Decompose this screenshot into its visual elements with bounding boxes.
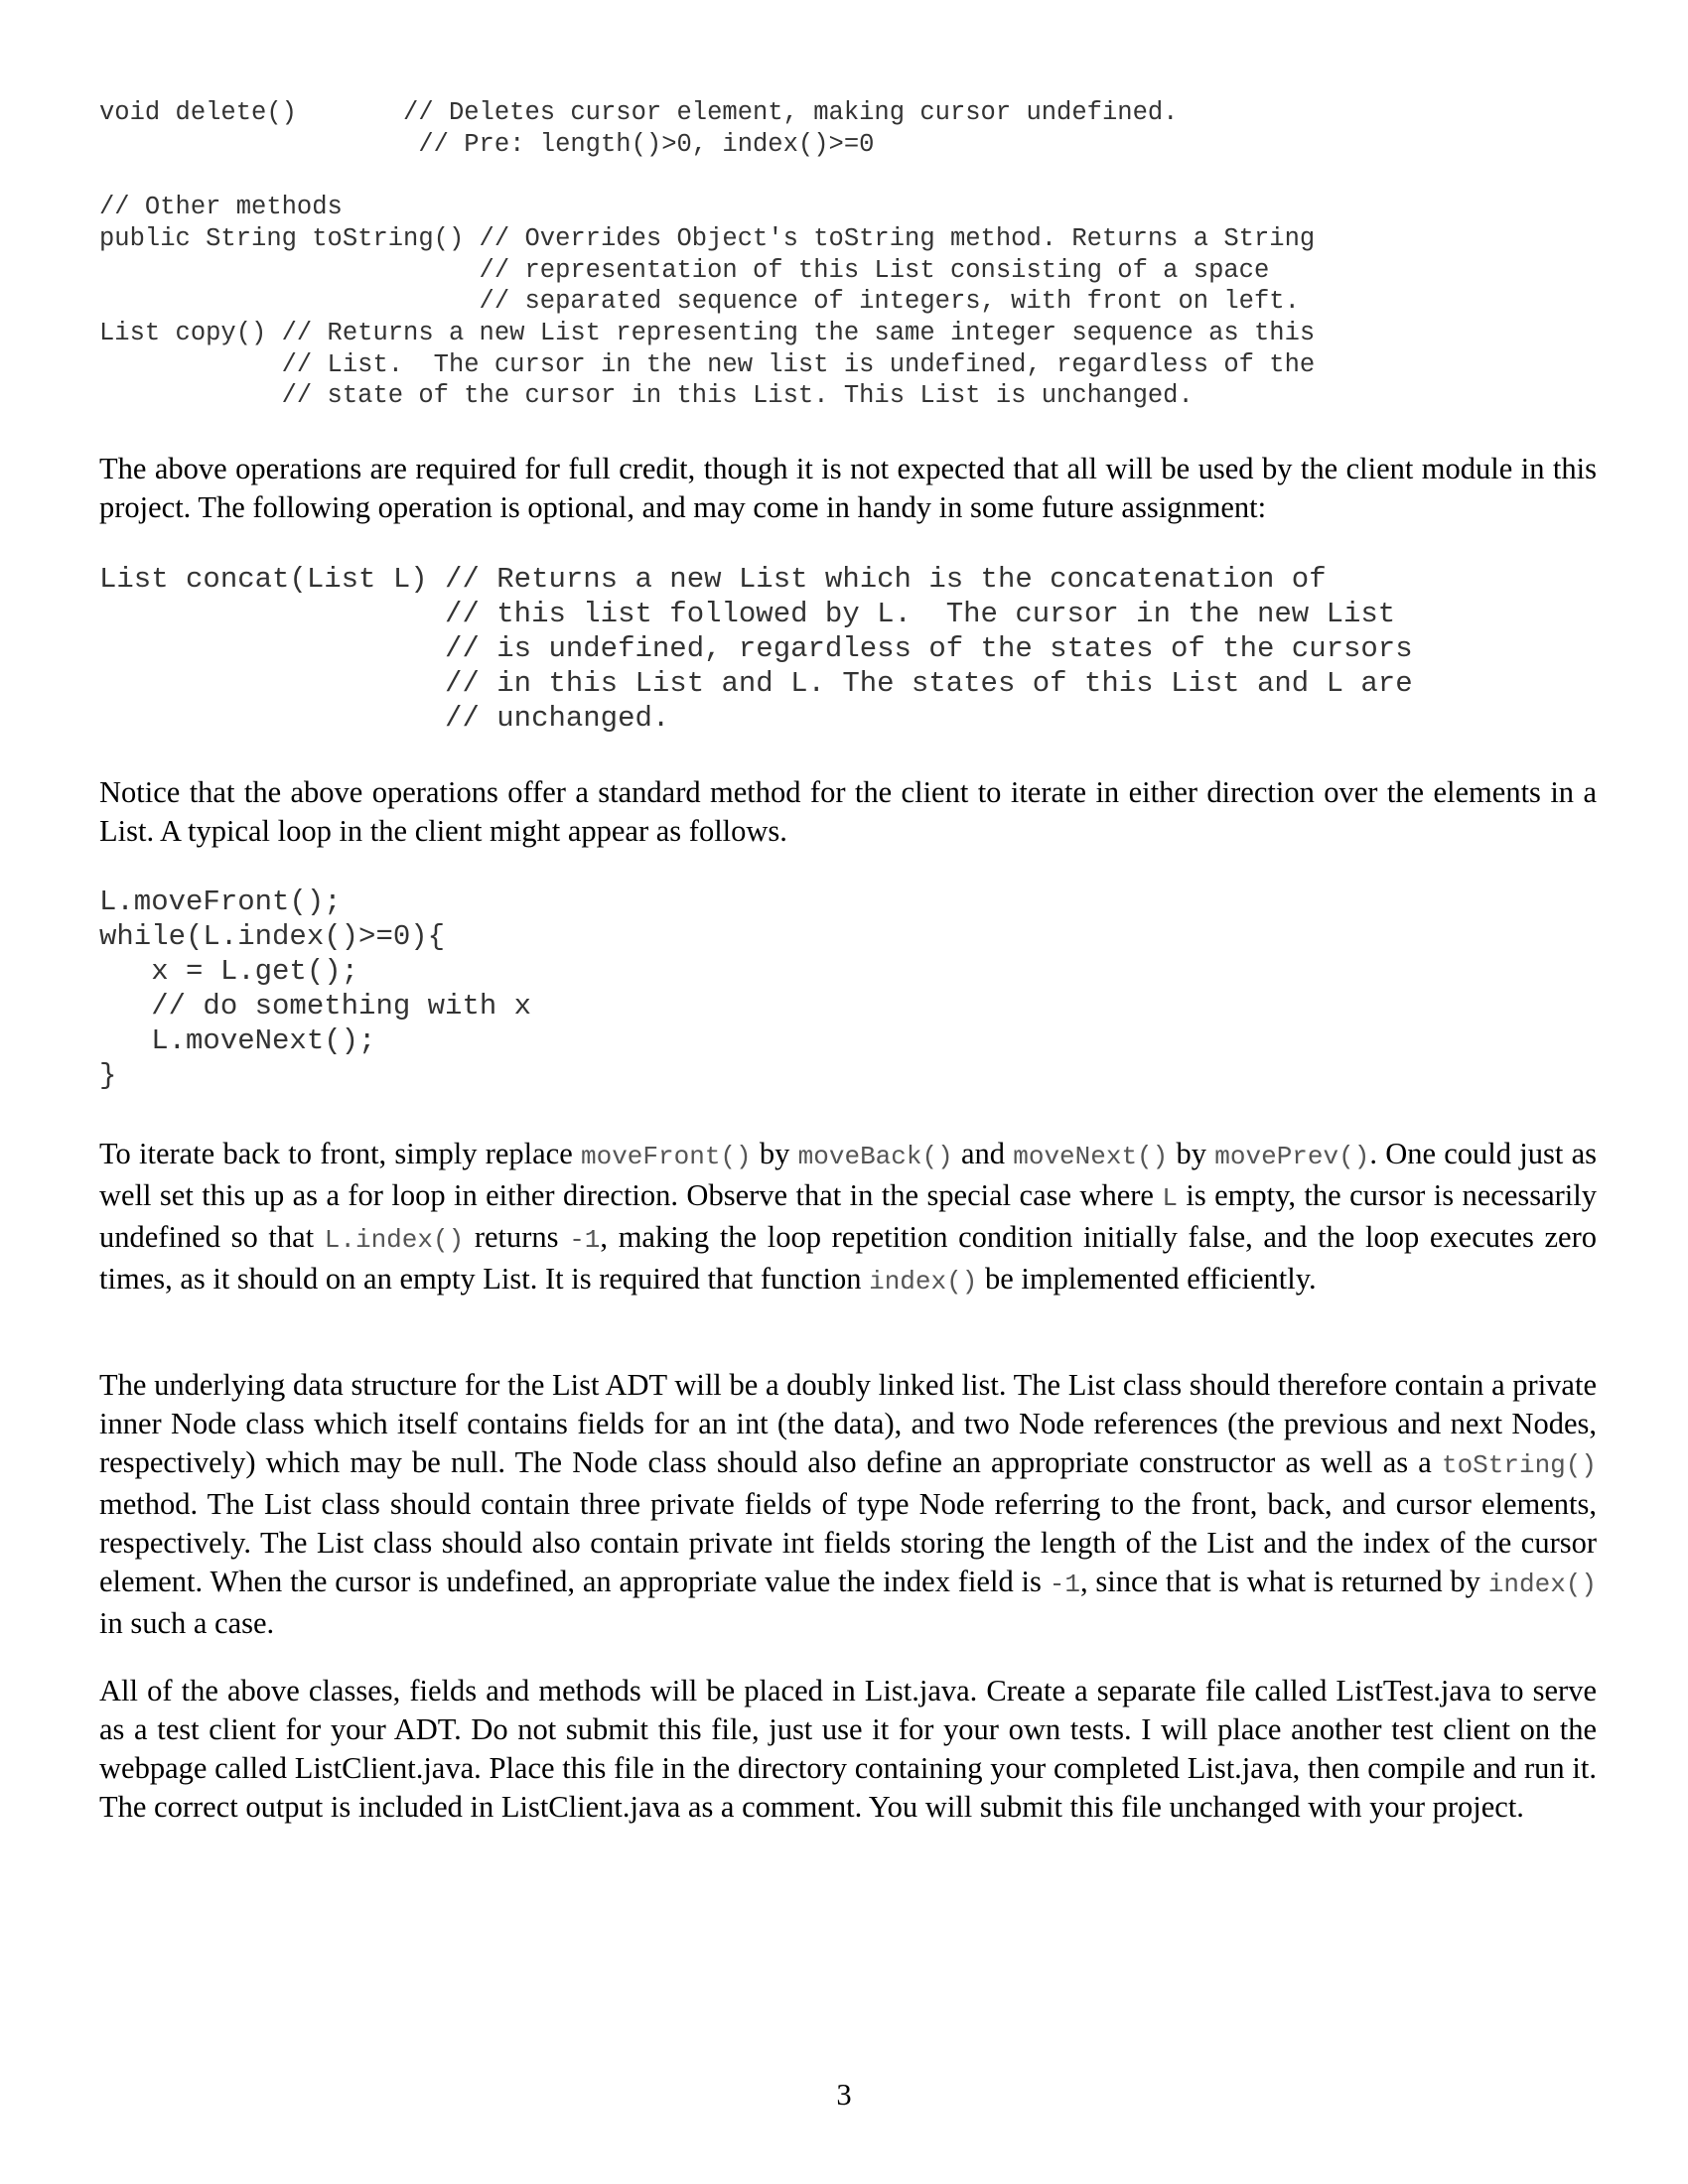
method-signatures-code-block: void delete() // Deletes cursor element, making cursor undefined. // Pre: length()>0, index()>=0 // Other methods public String toString() // Overrides Object's toString method. Returns a String // representation of this List consisting of a space // separated sequence of integers, with front on left. List copy() // Returns a new List representing the same integer sequence as this // List. The cursor in the new list is undefined, regardless of the // state of the cursor in this List. This List is unchanged. [99, 98, 1316, 411]
files-and-testing-paragraph: All of the above classes, fields and methods will be placed in List.java. Create a separate file called ListTest.java to serve as a test client for your ADT. Do not submit this file, just use it for your own tests. I will place another test client on the webpage called ListClient.java. Place this file in the directory containing your completed List.java, then compile and run it. The correct output is included in ListClient.java as a comment. You will submit this file unchanged with your project. [99, 1674, 1597, 1824]
inline-code: moveFront() [581, 1142, 752, 1171]
text-run: by [1168, 1137, 1215, 1170]
text-run: is empty, the cursor is necessarily undefined so that [99, 1178, 1597, 1254]
text-run: , making the loop repetition condition initially false, and the loop executes zero times, as it should on an empty List. It is required that function [99, 1220, 1597, 1296]
text-run: . One could just as well set this up as a for loop in either direction. Observe that in the special case where [99, 1137, 1597, 1212]
page-number: 3 [836, 2078, 852, 2112]
inline-code: -1 [1049, 1570, 1080, 1599]
iterate-back-to-front-paragraph [99, 1135, 1597, 1301]
text-run: by [751, 1137, 798, 1170]
inline-code: movePrev() [1214, 1142, 1370, 1171]
inline-code: L [1162, 1183, 1178, 1213]
inline-code: moveNext() [1013, 1142, 1169, 1171]
data-structure-paragraph [99, 1366, 1597, 1643]
text-run: in such a case. [99, 1606, 275, 1640]
text-run: , since that is what is returned by [1079, 1565, 1488, 1598]
inline-code: index() [869, 1267, 978, 1297]
text-run: returns [464, 1220, 570, 1254]
required-operations-paragraph: The above operations are required for full credit, though it is not expected that all will be used by the client module in this project. The following operation is optional, and may come in handy in some future assignment: [99, 452, 1597, 524]
text-run: method. The List class should contain three private fields of type Node referring to the front, back, and cursor elements, respectively. The List class should also contain private int fields storing the length of the List and the index of the cursor element. When the cursor is undefined, an appropriate value the index field is [99, 1487, 1597, 1598]
text-run: The underlying data structure for the List ADT will be a doubly linked list. The List class should therefore contain a private inner Node class which itself contains fields for an int (the data), and two Node references (the previous and next Nodes, respectively) which may be null. The Node class should also define an appropriate constructor as well as a [99, 1368, 1597, 1479]
inline-code: toString() [1441, 1450, 1597, 1480]
text-run: and [952, 1137, 1014, 1170]
inline-code: L.index() [324, 1225, 465, 1255]
concat-code-block: List concat(List L) // Returns a new List which is the concatenation of // this list followed by L. The cursor in the new List // is undefined, regardless of the states of the cursors // in this List and L. The states of this List and L are // unchanged. [99, 563, 1413, 735]
iteration-intro-paragraph: Notice that the above operations offer a standard method for the client to iterate in either direction over the elements in a List. A typical loop in the client might appear as follows. [99, 775, 1597, 848]
loop-example-code-block: L.moveFront(); while(L.index()>=0){ x = L.get(); // do something with x L.moveNext(); } [99, 886, 532, 1092]
inline-code: index() [1487, 1570, 1597, 1599]
text-run: be implemented efficiently. [977, 1262, 1317, 1296]
inline-code: moveBack() [797, 1142, 953, 1171]
inline-code: -1 [569, 1225, 601, 1255]
text-run: To iterate back to front, simply replace [99, 1137, 581, 1170]
